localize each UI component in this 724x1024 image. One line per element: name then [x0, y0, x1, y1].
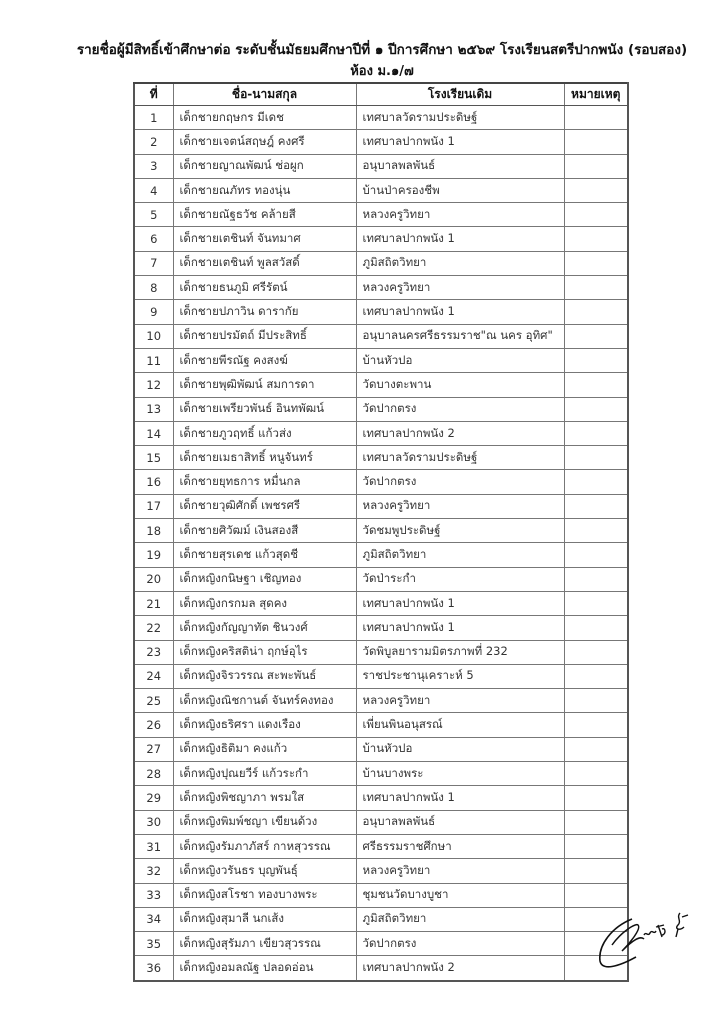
table-row [134, 494, 628, 518]
row-note [564, 689, 628, 713]
row-note [564, 324, 628, 348]
previous-school: หลวงครูวิทยา [356, 203, 564, 227]
row-note [564, 276, 628, 300]
table-row [134, 762, 628, 786]
previous-school: หลวงครูวิทยา [356, 689, 564, 713]
row-number: 8 [134, 276, 173, 300]
student-name: เด็กชายเจตน์สฤษฎ์ คงศรี [173, 130, 356, 154]
table-row [134, 591, 628, 615]
row-note [564, 348, 628, 372]
table-row [134, 300, 628, 324]
table-row [134, 519, 628, 543]
previous-school: วัดปากตรง [356, 397, 564, 421]
table-row [134, 713, 628, 737]
student-name: เด็กชายธนภูมิ ศรีรัตน์ [173, 276, 356, 300]
table-row [134, 664, 628, 688]
row-number: 18 [134, 519, 173, 543]
row-note [564, 106, 628, 130]
table-row [134, 446, 628, 470]
row-note [564, 810, 628, 834]
table-row [134, 130, 628, 154]
previous-school: วัดพิบูลยารามมิตรภาพที่ 232 [356, 640, 564, 664]
table-row [134, 786, 628, 810]
header-note: หมายเหตุ [564, 83, 628, 106]
row-number: 22 [134, 616, 173, 640]
row-number: 35 [134, 932, 173, 956]
row-note [564, 251, 628, 275]
previous-school: เทศบาลปากพนัง 1 [356, 786, 564, 810]
previous-school: หลวงครูวิทยา [356, 276, 564, 300]
student-name: เด็กหญิงธิติมา คงแก้ว [173, 737, 356, 761]
previous-school: อนุบาลพลพันธ์ [356, 154, 564, 178]
row-number: 30 [134, 810, 173, 834]
row-number: 10 [134, 324, 173, 348]
table-row [134, 421, 628, 445]
row-note [564, 762, 628, 786]
previous-school: ภูมิสถิตวิทยา [356, 251, 564, 275]
previous-school: อนุบาลนครศรีธรรมราช"ณ นคร อุทิศ" [356, 324, 564, 348]
previous-school: ศรีธรรมราชศึกษา [356, 834, 564, 858]
row-number: 36 [134, 956, 173, 981]
row-number: 20 [134, 567, 173, 591]
previous-school: บ้านป่าครองชีพ [356, 178, 564, 202]
row-note [564, 591, 628, 615]
student-name: เด็กหญิงกัญญาทัต ชินวงศ์ [173, 616, 356, 640]
row-number: 17 [134, 494, 173, 518]
row-note [564, 664, 628, 688]
student-name: เด็กชายสุรเดช แก้วสุดชี [173, 543, 356, 567]
table-row [134, 616, 628, 640]
row-note [564, 421, 628, 445]
row-note [564, 154, 628, 178]
table-row [134, 251, 628, 275]
handwritten-signature-icon [592, 905, 702, 975]
table-body [134, 106, 628, 981]
row-number: 5 [134, 203, 173, 227]
student-name: เด็กหญิงรัมภาภัสร์ กาหสุวรรณ [173, 834, 356, 858]
row-number: 11 [134, 348, 173, 372]
table-row [134, 543, 628, 567]
student-name: เด็กหญิงพิชญาภา พรมใส [173, 786, 356, 810]
row-number: 4 [134, 178, 173, 202]
previous-school: เทศบาลปากพนัง 1 [356, 591, 564, 615]
row-note [564, 859, 628, 883]
table-row [134, 932, 628, 956]
row-note [564, 834, 628, 858]
row-note [564, 130, 628, 154]
previous-school: เทศบาลปากพนัง 2 [356, 956, 564, 981]
table-row [134, 227, 628, 251]
row-note [564, 397, 628, 421]
previous-school: เทศบาลปากพนัง 1 [356, 300, 564, 324]
student-name: เด็กหญิงคริสติน่า ฤกษ์อุไร [173, 640, 356, 664]
previous-school: ภูมิสถิตวิทยา [356, 543, 564, 567]
student-name: เด็กหญิงสุมาลี นกเส้ง [173, 907, 356, 931]
row-number: 34 [134, 907, 173, 931]
previous-school: วัดปากตรง [356, 932, 564, 956]
previous-school: ภูมิสถิตวิทยา [356, 907, 564, 931]
row-number: 19 [134, 543, 173, 567]
table-row [134, 324, 628, 348]
student-name: เด็กชายเมธาสิทธิ์ หนูจันทร์ [173, 446, 356, 470]
student-name: เด็กชายเตชินท์ จันทมาศ [173, 227, 356, 251]
row-number: 29 [134, 786, 173, 810]
row-note [564, 519, 628, 543]
student-list-table [133, 82, 629, 982]
student-name: เด็กหญิงจิรวรรณ สะพะพันธ์ [173, 664, 356, 688]
student-name: เด็กชายญาณพัฒน์ ช่อผูก [173, 154, 356, 178]
row-number: 25 [134, 689, 173, 713]
row-number: 33 [134, 883, 173, 907]
table-row [134, 567, 628, 591]
row-number: 6 [134, 227, 173, 251]
student-name: เด็กหญิงพิมพ์ชญา เขียนด้วง [173, 810, 356, 834]
previous-school: บ้านหัวปอ [356, 737, 564, 761]
table-row [134, 154, 628, 178]
table-row [134, 640, 628, 664]
row-number: 16 [134, 470, 173, 494]
table-row [134, 397, 628, 421]
student-name: เด็กชายเพรียวพันธ์ อินทพัฒน์ [173, 397, 356, 421]
table-row [134, 956, 628, 981]
previous-school: วัดชมพูประดิษฐ์ [356, 519, 564, 543]
row-note [564, 446, 628, 470]
student-name: เด็กชายกฤษกร มีเดช [173, 106, 356, 130]
student-name: เด็กชายปภาวิน ดารากัย [173, 300, 356, 324]
previous-school: เทศบาลปากพนัง 1 [356, 616, 564, 640]
table-row [134, 689, 628, 713]
row-number: 24 [134, 664, 173, 688]
student-name: เด็กชายศิวัฒม์ เงินสองสี [173, 519, 356, 543]
row-number: 27 [134, 737, 173, 761]
row-number: 3 [134, 154, 173, 178]
row-number: 32 [134, 859, 173, 883]
previous-school: เทศบาลปากพนัง 1 [356, 227, 564, 251]
row-note [564, 543, 628, 567]
previous-school: เทศบาลวัดรามประดิษฐ์ [356, 106, 564, 130]
row-note [564, 713, 628, 737]
student-name: เด็กชายวุฒิศักดิ์ เพชรศรี [173, 494, 356, 518]
previous-school: วัดปากตรง [356, 470, 564, 494]
student-name: เด็กชายพุฒิพัฒน์ สมการดา [173, 373, 356, 397]
document-subtitle: ห้อง ม.๑/๗ [350, 64, 414, 79]
row-note [564, 737, 628, 761]
row-note [564, 567, 628, 591]
student-name: เด็กชายณภัทร ทองนุ่น [173, 178, 356, 202]
student-name: เด็กชายเตชินท์ พูลสวัสดิ์ [173, 251, 356, 275]
table-row [134, 883, 628, 907]
table-row [134, 737, 628, 761]
table-row [134, 373, 628, 397]
row-note [564, 178, 628, 202]
previous-school: เทศบาลปากพนัง 1 [356, 130, 564, 154]
table-row [134, 178, 628, 202]
row-note [564, 786, 628, 810]
row-note [564, 616, 628, 640]
table-row [134, 470, 628, 494]
student-name: เด็กหญิงปุณยวีร์ แก้วระกำ [173, 762, 356, 786]
previous-school: ราชประชานุเคราะห์ 5 [356, 664, 564, 688]
table-row [134, 276, 628, 300]
row-number: 9 [134, 300, 173, 324]
row-number: 23 [134, 640, 173, 664]
student-name: เด็กชายพีรณัฐ คงสงฆ์ [173, 348, 356, 372]
row-number: 28 [134, 762, 173, 786]
row-number: 2 [134, 130, 173, 154]
previous-school: วัดบางตะพาน [356, 373, 564, 397]
student-name: เด็กหญิงกนิษฐา เชิญทอง [173, 567, 356, 591]
row-number: 31 [134, 834, 173, 858]
table-row [134, 106, 628, 130]
row-note [564, 203, 628, 227]
row-number: 14 [134, 421, 173, 445]
student-name: เด็กหญิงอมลณัฐ ปลอดอ่อน [173, 956, 356, 981]
row-number: 12 [134, 373, 173, 397]
row-number: 7 [134, 251, 173, 275]
student-name: เด็กหญิงธริศรา แดงเรือง [173, 713, 356, 737]
previous-school: หลวงครูวิทยา [356, 494, 564, 518]
table-row [134, 203, 628, 227]
previous-school: เทศบาลปากพนัง 2 [356, 421, 564, 445]
student-name: เด็กหญิงสโรชา ทองบางพระ [173, 883, 356, 907]
student-name: เด็กหญิงกรกมล สุดคง [173, 591, 356, 615]
document-title: รายชื่อผู้มีสิทธิ์เข้าศึกษาต่อ ระดับชั้นมัธยมศึกษาปีที่ ๑ ปีการศึกษา ๒๕๖๙ โรงเรียนสตรีปากพนัง (รอบสอง) [76, 42, 688, 58]
table-row [134, 907, 628, 931]
row-note [564, 373, 628, 397]
table-row [134, 348, 628, 372]
row-note [564, 640, 628, 664]
student-name: เด็กชายณัฐธวัช คล้ายสี [173, 203, 356, 227]
row-number: 21 [134, 591, 173, 615]
row-note [564, 494, 628, 518]
previous-school: หลวงครูวิทยา [356, 859, 564, 883]
row-number: 26 [134, 713, 173, 737]
table-row [134, 859, 628, 883]
header-no: ที่ [134, 83, 173, 106]
header-name: ชื่อ-นามสกุล [173, 83, 356, 106]
row-note [564, 227, 628, 251]
row-number: 15 [134, 446, 173, 470]
student-name: เด็กหญิงสุรัมภา เขียวสุวรรณ [173, 932, 356, 956]
student-name: เด็กชายภูวฤทธิ์ แก้วส่ง [173, 421, 356, 445]
previous-school: อนุบาลพลพันธ์ [356, 810, 564, 834]
table-row [134, 834, 628, 858]
row-note [564, 470, 628, 494]
previous-school: วัดป่าระกำ [356, 567, 564, 591]
student-name: เด็กหญิงณิชกานต์ จันทร์คงทอง [173, 689, 356, 713]
student-name: เด็กชายปรมัตถ์ มีประสิทธิ์ [173, 324, 356, 348]
student-name: เด็กชายยุทธการ หมื่นกล [173, 470, 356, 494]
previous-school: เทศบาลวัดรามประดิษฐ์ [356, 446, 564, 470]
row-number: 13 [134, 397, 173, 421]
row-note [564, 300, 628, 324]
row-number: 1 [134, 106, 173, 130]
previous-school: เพี่ยนพินอนุสรณ์ [356, 713, 564, 737]
row-note [564, 883, 628, 907]
header-school: โรงเรียนเดิม [356, 83, 564, 106]
table-row [134, 810, 628, 834]
previous-school: บ้านบางพระ [356, 762, 564, 786]
previous-school: บ้านหัวปอ [356, 348, 564, 372]
student-name: เด็กหญิงวรันธร บุญพันธุ์ [173, 859, 356, 883]
previous-school: ชุมชนวัดบางบูชา [356, 883, 564, 907]
table-header-row [134, 83, 628, 106]
